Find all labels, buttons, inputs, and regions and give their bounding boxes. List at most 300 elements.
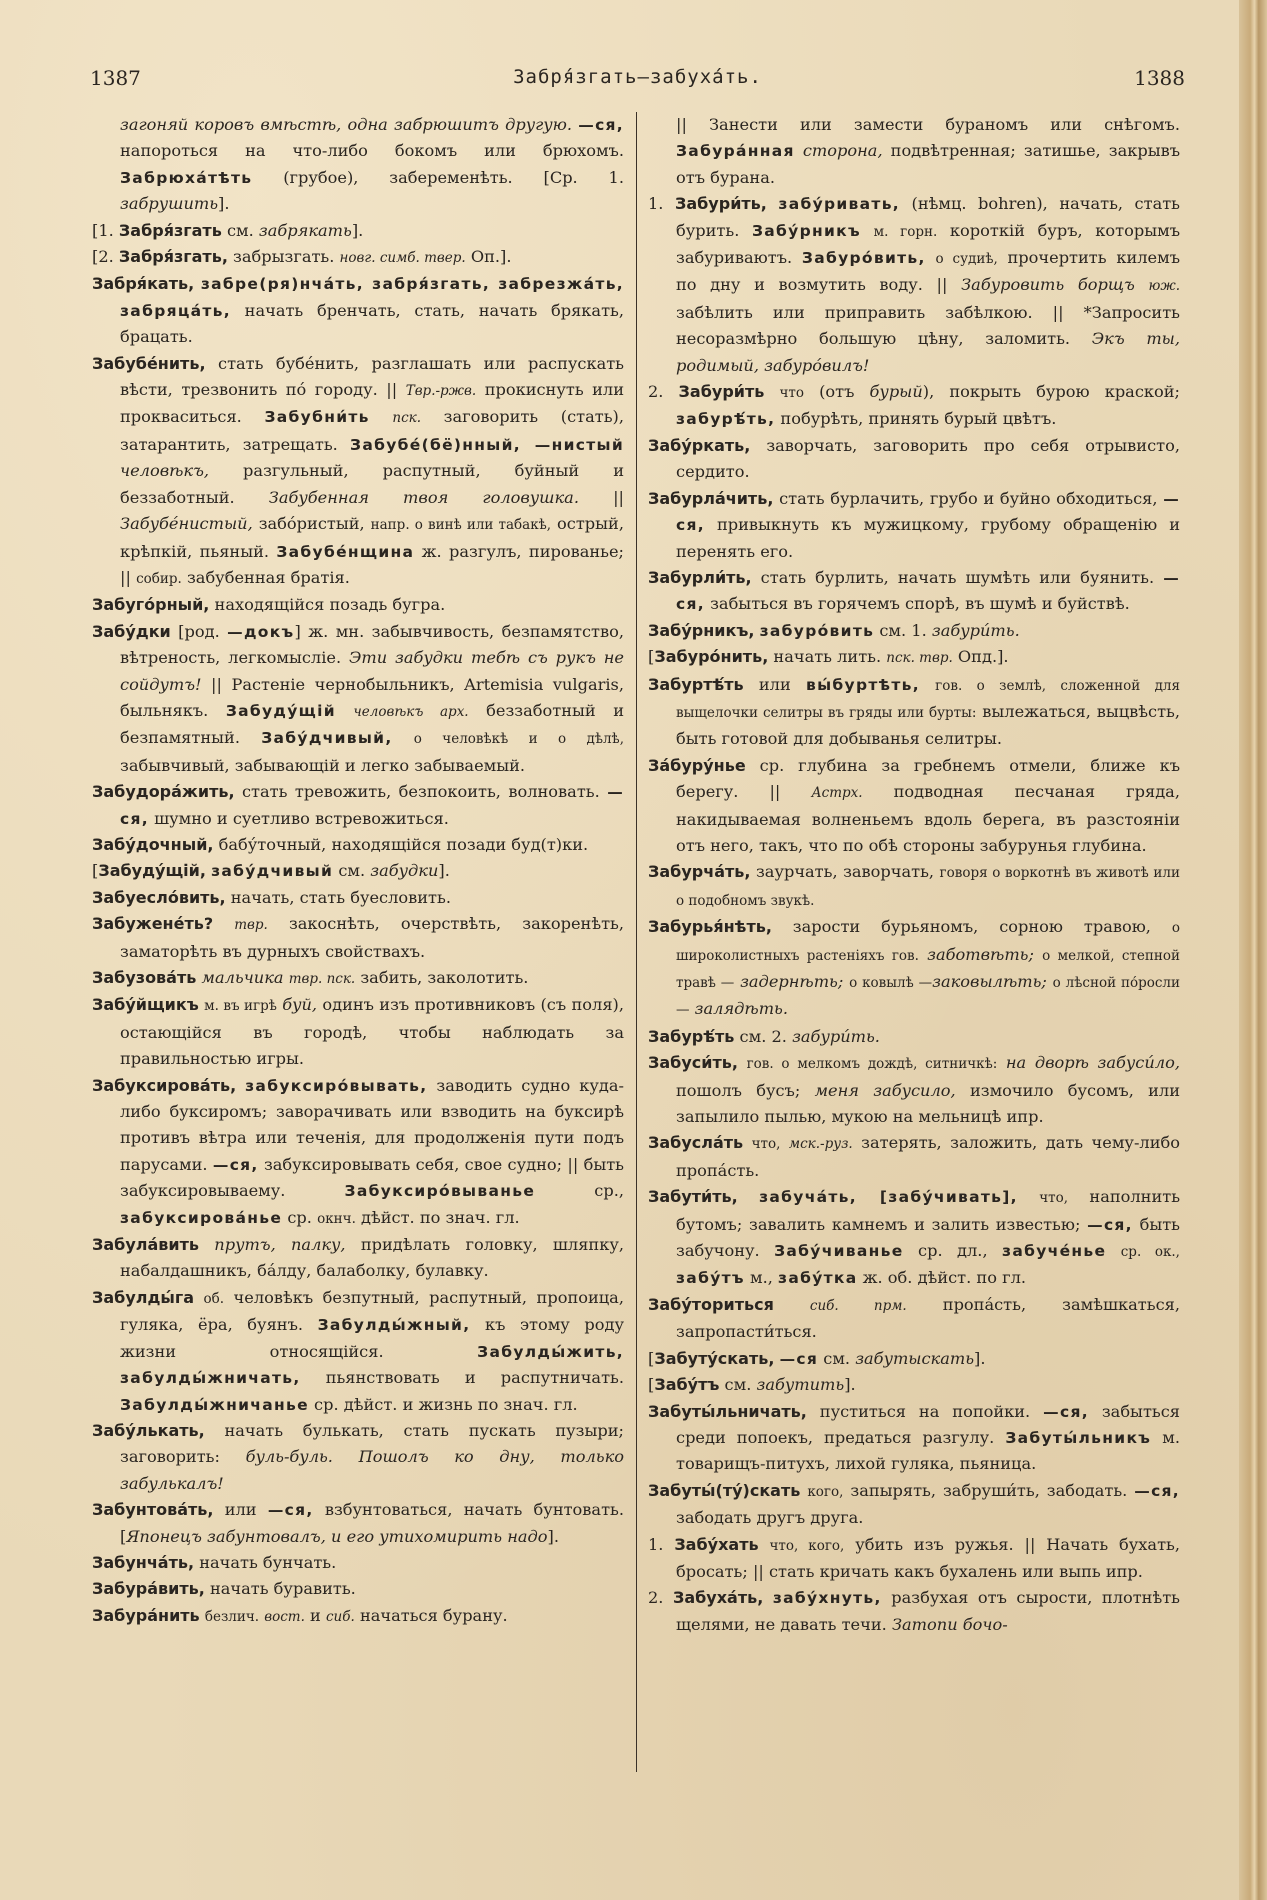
bold-form: —докъ	[227, 622, 295, 641]
label-abbrev: новг. симб. твер.	[339, 250, 466, 267]
body-text: подводная песчаная гряда, накидываемая волненьемъ вдоль берега, въ разстояніи отъ него, такъ, что по обѣ стороны забурунья глубина.	[676, 782, 1180, 855]
italic-text: заботвѣть;	[927, 944, 1034, 964]
body-text: || Занести или замести бураномъ или снѣгомъ.	[676, 115, 1180, 134]
dictionary-entry	[92, 218, 624, 244]
dictionary-entry	[648, 379, 1180, 433]
body-text: забуксировывать себя, свое судно; || быть забуксировываему.	[120, 1154, 624, 1201]
body-text: Оп.].	[465, 247, 512, 267]
body-text: заводить судно куда-либо буксиромъ; заворачивать или взводить на буксирѣ противъ вѣтра или теченія, для продолженія пути подъ парусами.	[120, 1075, 624, 1174]
body-text: разгульный, распутный, буйный и беззаботный.	[120, 461, 624, 507]
body-text: пуститься на попойки.	[806, 1401, 1044, 1421]
headword: Забуртѣ́ть	[648, 674, 744, 694]
headword: Забуксирова́ть,	[92, 1075, 237, 1095]
page-header	[90, 66, 1185, 92]
body-text: см.	[221, 220, 259, 240]
dictionary-entry	[648, 1346, 1180, 1372]
body-text	[213, 914, 234, 933]
headword: Забужене́ть?	[92, 914, 214, 934]
dictionary-entry	[648, 1130, 1180, 1184]
body-text: вылежаться, выцвѣсть, быть готовой для добыванья селитры.	[676, 701, 1180, 749]
small-text: м. горн.	[873, 223, 938, 240]
body-text: ср. дѣйст. и жизнь по знач. гл.	[308, 1394, 578, 1414]
body-text: [2.	[92, 247, 119, 267]
body-text: или	[743, 674, 806, 694]
bold-form: —ся,	[1134, 1481, 1180, 1500]
headword: За́буру́нье	[648, 755, 746, 775]
body-text: начать буравить.	[204, 1579, 356, 1599]
headword: Забря́згать	[118, 220, 222, 240]
body-text: стать бубе́нить, разглашать или распускать вѣсти, трезвонить по́ городу. ||	[120, 353, 624, 400]
dictionary-entry	[92, 858, 624, 884]
body-text: [	[92, 861, 99, 881]
page-number-right: 1388	[1134, 66, 1185, 90]
headword: Забу́ториться	[648, 1294, 774, 1314]
body-text: ср.,	[535, 1181, 624, 1201]
bold-form: вы́буртѣть,	[806, 675, 920, 694]
body-text: измочило бусомъ, или запылило пылью, мукою на мельницѣ ипр.	[676, 1080, 1180, 1127]
body-text	[774, 1295, 810, 1314]
dictionary-entry	[92, 244, 624, 271]
italic-text: Японецъ забунтовалъ, и его утихомирить надо	[126, 1526, 548, 1546]
body-text: привыкнуть къ мужицкому, грубому обращенію и перенять его.	[676, 515, 1180, 561]
bold-form: Забуду́щій	[225, 701, 336, 720]
dictionary-entry	[648, 1050, 1180, 1130]
body-text: ].	[844, 1375, 856, 1395]
headword: Забусла́ть	[648, 1133, 744, 1153]
label-abbrev: мск.-руз.	[788, 1136, 853, 1153]
headword: Забу́дки	[92, 621, 171, 641]
dictionary-entry	[92, 1550, 624, 1576]
dictionary-entry	[92, 1418, 624, 1497]
dictionary-entry	[648, 618, 1180, 644]
italic-text: бурый	[869, 382, 923, 402]
body-text: см. 1.	[874, 620, 932, 640]
small-text: о судиѣ,	[935, 251, 998, 268]
body-text: стать тревожить, безпокоить, волновать.	[234, 782, 608, 802]
dictionary-entry	[648, 1292, 1180, 1346]
body-text: забыться среди попоекъ, предаться разгулу.	[676, 1401, 1180, 1447]
body-text: см.	[333, 861, 371, 881]
small-text: что, кого,	[769, 1537, 845, 1554]
body-text: см.	[818, 1348, 856, 1368]
headword: Забу́хать	[674, 1534, 759, 1554]
body-text: начать бренчать, стать, начать брякать, брацать.	[120, 300, 624, 347]
bold-form: забуро́вить	[759, 621, 875, 640]
italic-text: буй,	[282, 995, 318, 1015]
italic-text: Экъ ты, родимый, забуро́вилъ!	[676, 329, 1181, 375]
headword: Забурѣ́ть	[648, 1026, 735, 1046]
body-text: 2.	[648, 1588, 673, 1608]
bold-form: забуксиро́вывать,	[245, 1076, 428, 1095]
bold-form: забу́ривать,	[778, 195, 900, 214]
body-text: ж. об. дѣйст. по гл.	[857, 1268, 1027, 1288]
italic-text: забрякать	[258, 220, 352, 240]
headword: Забу́дочный,	[92, 834, 214, 854]
body-text: см.	[719, 1375, 757, 1395]
running-head: Забря́згать—забуха́ть.	[513, 66, 762, 88]
label-abbrev: сиб.	[326, 1608, 355, 1625]
body-text	[738, 1053, 747, 1072]
bold-form: Забу́рникъ	[751, 221, 861, 240]
italic-text: забури́ть.	[792, 1026, 880, 1046]
bold-form: Забулды́жничанье	[120, 1395, 309, 1414]
body-text: заурчать, заворчать,	[750, 862, 940, 882]
italic-text: Забубе́нистый,	[120, 514, 253, 534]
body-text: ] ж. мн. забывчивость, безпамятство, вѣтреность, легкомысліе.	[120, 621, 624, 668]
dictionary-entry	[92, 592, 624, 618]
body-text: стать бурлить, начать шумѣть или буянить.	[751, 567, 1164, 587]
body-text: ].	[547, 1526, 560, 1546]
body-text: начать бунчать.	[194, 1552, 337, 1572]
headword: Забу́ркать,	[648, 435, 751, 455]
dictionary-entry	[92, 619, 624, 779]
bold-form: Забулды́жить, забулды́жничать,	[120, 1342, 624, 1388]
dictionary-entry	[648, 433, 1180, 486]
dictionary-entry	[648, 672, 1180, 753]
bold-form: Забулды́жный,	[317, 1316, 471, 1335]
body-text: (отъ	[804, 382, 870, 402]
body-text: начать булькать, стать пускать пузыри; заговорить:	[120, 1420, 624, 1467]
bold-form: забре(ря)нча́ть, забря́згать, забрезжа́ть, забряца́ть,	[120, 275, 624, 320]
body-text: ].	[974, 1348, 986, 1368]
body-text: забубенная братія.	[181, 567, 350, 587]
body-text: (нѣмц. bohren), начать, стать бурить.	[676, 194, 1180, 240]
headword: Забуты́льничать,	[648, 1401, 807, 1421]
body-text: пошолъ бусъ;	[676, 1080, 815, 1100]
headword: Забу́тъ	[654, 1375, 720, 1395]
dictionary-entry	[648, 486, 1180, 565]
body-text	[370, 407, 393, 426]
headword: Забути́ть,	[648, 1187, 738, 1207]
entry-continuation	[648, 112, 1180, 191]
small-text: гов. о землѣ, сложенной для выщелочки селитры въ гряды или бурты:	[676, 677, 1180, 721]
body-text: бабу́точный, находящійся позади буд(т)ки.	[213, 834, 589, 854]
small-text: о лѣсной по́росли —	[676, 975, 1180, 1019]
dictionary-entry	[92, 1073, 624, 1232]
body-text	[763, 1588, 773, 1607]
body-text: ].	[351, 220, 364, 240]
bold-form: Забуро́вить,	[801, 249, 926, 268]
dictionary-entry	[648, 1024, 1180, 1050]
bold-form: Забубе́нщина	[276, 542, 415, 561]
body-text: беззаботный и безпамятный.	[120, 700, 625, 748]
headword: Забуесло́вить,	[92, 887, 226, 907]
body-text: закоснѣть, очерствѣть, закоренѣть, заматорѣть въ дурныхъ свойствахъ.	[120, 914, 624, 961]
bold-form: —ся,	[1043, 1402, 1089, 1421]
headword: Забу́йщикъ	[92, 995, 199, 1015]
body-text	[1135, 275, 1149, 294]
body-text	[780, 1133, 788, 1152]
body-text: [1.	[92, 220, 119, 240]
page-number-left: 1387	[90, 66, 141, 90]
small-text: о широколистныхъ растеніяхъ гов.	[676, 920, 1180, 964]
italic-text: загоняй коровъ вмѣстѣ, одна забрюшитъ другую.	[120, 115, 573, 134]
dictionary-entry	[92, 779, 624, 832]
bold-form: забу́дчивый	[211, 862, 334, 881]
small-text: говоря о воркотнѣ въ животѣ или о подобномъ звукѣ.	[676, 865, 1180, 909]
label-abbrev: человѣкъ арх.	[353, 703, 469, 720]
body-text: прочертить килемъ по дну и возмутить воду. ||	[676, 248, 1180, 295]
body-text	[393, 728, 414, 747]
body-text: дѣйст. по знач. гл.	[355, 1207, 520, 1227]
small-text: об.	[203, 1290, 225, 1307]
body-text	[199, 1235, 214, 1254]
italic-text: сторона,	[802, 141, 883, 161]
body-text: ), покрыть бурою краской;	[922, 382, 1180, 402]
body-text: начаться бурану.	[354, 1605, 508, 1625]
body-text: пьянствовать и распутничать.	[300, 1368, 624, 1388]
dictionary-entry	[92, 271, 624, 350]
bold-form: Забрюха́тѣть	[120, 168, 253, 187]
italic-text: Забуровить борщъ	[961, 275, 1135, 295]
body-text: забыться въ горячемъ спорѣ, въ шумѣ и буйствѣ.	[704, 594, 1130, 614]
headword: Забура́нить	[92, 1605, 200, 1625]
bold-form: забурѣ́ть,	[676, 410, 776, 429]
body-text: или	[213, 1500, 268, 1520]
headword: Забу́лькать,	[92, 1420, 205, 1440]
bold-form: забуче́нье	[1002, 1242, 1107, 1261]
body-text: ||	[578, 487, 624, 507]
body-text: 2.	[648, 382, 679, 402]
body-text: разбухая отъ сырости, плотнѣть щелями, не давать течи.	[676, 1588, 1180, 1634]
body-text	[236, 1076, 245, 1095]
bold-form: —ся,	[578, 116, 624, 134]
bold-form: Забуксиро́вываньe	[344, 1182, 536, 1201]
body-text: зарости бурьяномъ, сорною травою,	[771, 917, 1172, 937]
body-text	[759, 1535, 770, 1554]
dictionary-entry	[648, 1532, 1180, 1586]
small-text: кого,	[807, 1483, 844, 1500]
dictionary-entry	[648, 1478, 1180, 1532]
headword: Забуго́рный,	[92, 595, 210, 615]
body-text: забить, заколотить.	[355, 968, 529, 987]
italic-text: буль-буль. Пошолъ ко дну, только забулькалъ!	[120, 1447, 624, 1493]
body-text: убить изъ ружья. || Начать бухать, бросать; || стать кричать какъ бухалень или выпь ипр.	[676, 1534, 1180, 1581]
dictionary-entry	[92, 351, 624, 593]
body-text: шумно и суетливо встревожиться.	[148, 808, 449, 828]
italic-text: человѣкъ,	[120, 461, 210, 481]
headword: Забуду́щій,	[98, 861, 206, 881]
body-text	[920, 675, 935, 694]
bold-form: забу́хнуть,	[772, 1589, 882, 1608]
headword: Забуты́(ту́)скать	[648, 1480, 801, 1500]
body-text: см. 2.	[734, 1026, 793, 1046]
left-column	[92, 112, 624, 1630]
small-text: что,	[751, 1136, 781, 1153]
body-text: 1.	[648, 194, 675, 214]
bold-form: Забура́нная	[676, 142, 795, 161]
body-text: наполнить бутомъ; завалить камнемъ и залить известью;	[676, 1187, 1181, 1234]
label-abbrev: Твр.-ржв.	[405, 383, 477, 400]
body-text: придѣлать головку, шляпку, набалдашникъ, ба́лду, балаболку, булавку.	[120, 1235, 624, 1281]
body-text	[738, 1187, 759, 1206]
dictionary-entry	[648, 914, 1180, 1024]
dictionary-entry	[92, 911, 624, 965]
label-abbrev: юж.	[1148, 278, 1180, 295]
body-text: заговорить (стать), затарантить, затрещать.	[120, 407, 624, 454]
italic-text: Эти забудки тебѣ съ рукъ не сойдутъ!	[120, 648, 624, 694]
bold-form: Забубни́ть	[264, 408, 370, 427]
bold-form: Забуты́льникъ	[1005, 1428, 1152, 1447]
italic-text: прутъ, палку,	[214, 1235, 346, 1255]
italic-text: залядѣть.	[694, 999, 789, 1019]
bold-form: забу́тка	[778, 1269, 858, 1288]
headword: Забунча́ть,	[92, 1552, 195, 1572]
body-text: взбунтоваться, начать бунтовать. [	[120, 1500, 624, 1546]
dictionary-entry	[92, 1285, 624, 1418]
headword: Забура́вить,	[92, 1579, 205, 1599]
body-text: Опд.].	[952, 647, 1009, 667]
italic-text: Забубенная твоя головушка.	[268, 487, 579, 507]
body-text: находящійся позадь бугра.	[209, 595, 446, 615]
body-text	[997, 1053, 1006, 1072]
dictionary-entry	[92, 1576, 624, 1602]
body-text: короткій буръ, которымъ забуриваютъ.	[676, 220, 1180, 268]
body-text: пропа́сть, замѣшкаться, запропасти́ться.	[676, 1294, 1180, 1342]
body-text: ср. глубина за гребнемъ отмели, ближе къ берегу. ||	[676, 755, 1180, 802]
headword: Забуха́ть,	[672, 1588, 764, 1608]
body-text: ср.	[282, 1207, 318, 1227]
small-text: о ковылѣ —	[849, 975, 933, 991]
dictionary-entry	[648, 1372, 1180, 1398]
italic-text: забудки	[370, 861, 439, 881]
dictionary-entry	[92, 1232, 624, 1285]
body-text: прокиснуть или прокваситься.	[120, 380, 625, 427]
bold-form: —ся,	[676, 568, 1180, 614]
headword: Забурли́ть,	[648, 567, 752, 587]
dictionary-entry	[648, 565, 1180, 618]
bold-form: —ся,	[676, 489, 1180, 535]
headword: Забря́кать,	[92, 274, 195, 294]
label-abbrev: сиб. прм.	[809, 1297, 907, 1314]
body-text: запырять, забруши́ть, забодать.	[843, 1480, 1135, 1500]
body-text: подвѣтренная; затишье, закрывъ отъ бурана.	[676, 141, 1180, 187]
body-text: начать, стать буесловить.	[225, 887, 451, 907]
small-text: собир.	[136, 570, 182, 587]
headword: Забури́ть	[678, 382, 765, 402]
headword: Забурла́чить,	[648, 488, 774, 508]
right-column	[648, 112, 1180, 1638]
italic-text: забутить	[756, 1375, 845, 1395]
bold-form: забу́тъ	[676, 1269, 745, 1288]
label-abbrev: пск. твр.	[886, 650, 953, 667]
body-text: забодать другъ друга.	[676, 1508, 864, 1528]
dictionary-entry	[92, 885, 624, 911]
body-text: [	[648, 1375, 655, 1395]
dictionary-entry	[648, 644, 1180, 671]
small-text: о мелкой, степной травѣ —	[676, 947, 1180, 991]
dictionary-entry	[648, 1184, 1180, 1292]
body-text: || Растеніе чернобыльникъ, Artemisia vulgaris, быльнякъ.	[120, 674, 624, 720]
body-text: ср. дл.,	[903, 1241, 1003, 1261]
italic-text: забрушить	[120, 194, 219, 214]
body-text	[1106, 1241, 1120, 1260]
label-abbrev: твр.	[234, 917, 268, 934]
body-text: м. товарищъ-питухъ, лихой гуляка, пьяница.	[676, 1427, 1180, 1474]
small-text: ср. ок.,	[1120, 1244, 1180, 1261]
headword: Забузова́ть	[92, 968, 197, 987]
body-text: стать бурлачить, грубо и буйно обходиться,	[773, 488, 1164, 508]
body-text	[861, 221, 874, 240]
body-text: забо́ристый,	[252, 514, 371, 534]
small-text: гов. о мелкомъ дождѣ, ситничкѣ:	[746, 1056, 998, 1073]
column-divider	[636, 112, 637, 1772]
body-text: (грубое), забеременѣть. [Ср. 1.	[252, 167, 624, 187]
bold-form: —ся,	[120, 783, 624, 828]
small-text: что	[779, 385, 805, 402]
small-text: что,	[1039, 1190, 1069, 1207]
headword: Забурья́нѣть,	[648, 917, 772, 937]
body-text	[1018, 1187, 1039, 1206]
body-text: одинъ изъ противниковъ (съ поля), остающійся въ городѣ, чтобы наблюдать за правильностью игры.	[120, 995, 624, 1069]
body-text: ].	[438, 861, 450, 881]
italic-text: забури́ть.	[931, 620, 1020, 640]
dictionary-entry	[92, 832, 624, 858]
small-text: м. въ игрѣ	[204, 998, 277, 1015]
dictionary-entry	[648, 1585, 1180, 1638]
label-abbrev: вост.	[264, 1608, 305, 1625]
italic-text: мальчика	[201, 968, 284, 987]
italic-text: задернѣть;	[740, 972, 844, 991]
body-text: ж. разгулъ, пированье; ||	[120, 541, 624, 587]
headword: Забря́згать,	[118, 247, 228, 267]
bold-form: забуксирова́нье	[120, 1208, 283, 1227]
label-abbrev: твр. пск.	[288, 971, 356, 987]
italic-text: на дворѣ забуси́ло,	[1005, 1053, 1180, 1073]
headword: Забурча́ть,	[648, 862, 751, 882]
body-text: напороться на что-либо бокомъ или брюхомъ.	[120, 141, 624, 161]
bold-form: —ся,	[1087, 1215, 1133, 1234]
bold-form: —ся	[779, 1349, 819, 1368]
headword: Забу́рникъ,	[648, 620, 755, 640]
bold-form: забуча́ть, [забу́чивать],	[759, 1188, 1018, 1207]
bold-form: Забу́дчивый,	[261, 729, 393, 748]
body-text: забрызгать.	[227, 247, 340, 267]
body-text	[743, 1133, 751, 1152]
italic-text: меня забусило,	[814, 1080, 956, 1100]
body-text	[919, 945, 927, 964]
italic-text: заковылѣть;	[932, 972, 1047, 991]
body-text: [	[648, 647, 655, 667]
bold-form: Забу́чиванье	[774, 1242, 904, 1261]
body-text	[194, 274, 201, 293]
body-text: м.,	[744, 1268, 779, 1288]
bold-form: —ся,	[267, 1501, 314, 1520]
body-text	[767, 194, 779, 213]
headword: Забудора́жить,	[92, 782, 235, 802]
body-text	[764, 382, 779, 401]
headword: Забуро́нить,	[654, 647, 769, 667]
page-edge-shadow	[1239, 0, 1267, 1900]
label-abbrev: Астрх.	[811, 785, 863, 802]
body-text	[795, 141, 803, 160]
small-text: безлич.	[204, 1608, 260, 1625]
headword: Забула́вить	[92, 1235, 200, 1255]
small-text: о человѣкѣ и о дѣлѣ,	[413, 731, 624, 748]
body-text: 1.	[648, 1534, 675, 1554]
body-text: человѣкъ безпутный, распутный, пропоица, гуляка, ёра, буянъ.	[120, 1287, 624, 1335]
headword: Забунтова́ть,	[92, 1500, 214, 1520]
entry-continuation	[92, 112, 624, 218]
body-text: забѣлить или приправить забѣлкою. || *Запросить несоразмѣрно большую цѣну, заломить.	[676, 302, 1180, 349]
body-text: затерять, заложить, дать чему-либо пропа́сть.	[676, 1133, 1180, 1180]
headword: Забубе́нить,	[92, 353, 206, 373]
body-text	[336, 701, 354, 720]
body-text	[1034, 945, 1042, 964]
bold-form: —ся,	[212, 1155, 259, 1174]
small-text: напр. о винѣ или табакѣ,	[370, 517, 552, 534]
body-text: забывчивый, забывающій и легко забываемый.	[120, 755, 526, 775]
